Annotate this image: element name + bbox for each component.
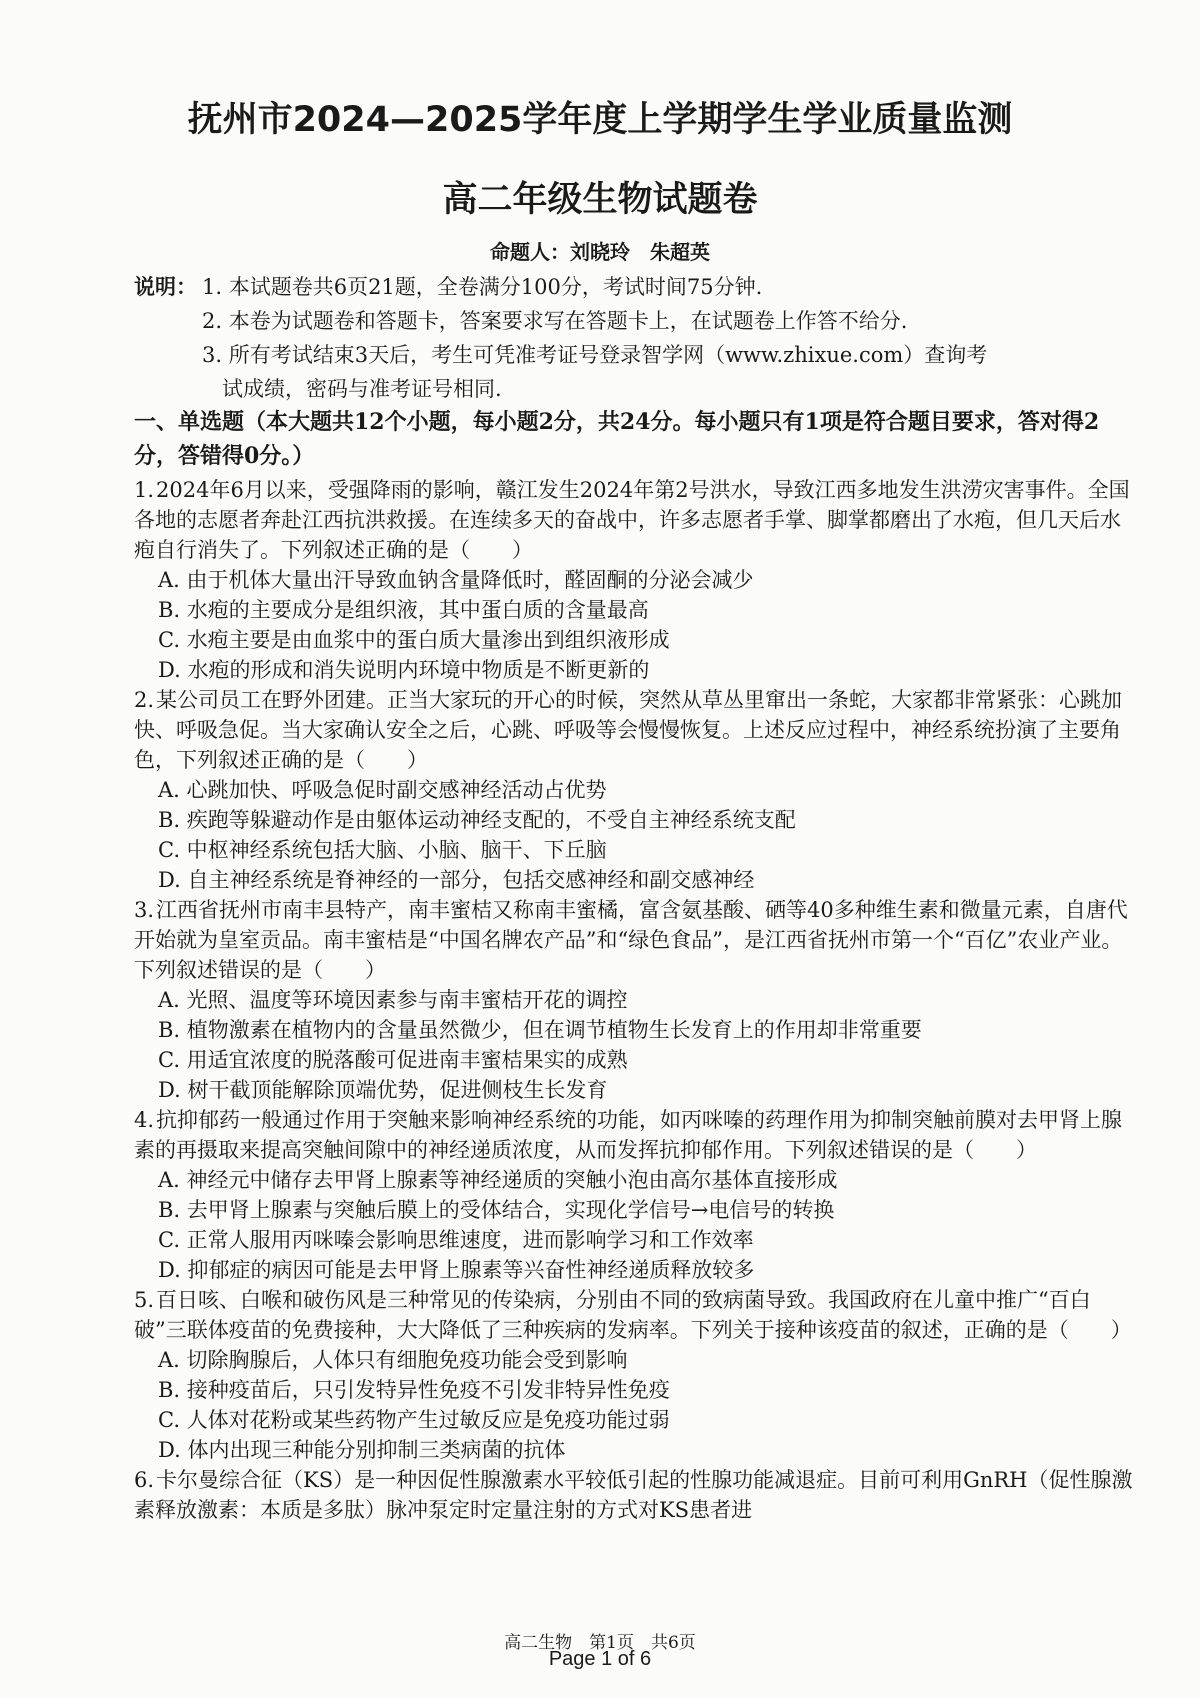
answer-option: C. 中枢神经系统包括大脑、小脑、脑干、下丘脑 [158, 838, 607, 862]
instruction-item [134, 338, 1134, 372]
instructions-block [134, 270, 1134, 406]
page-indicator: Page 1 of 6 [548, 1648, 652, 1670]
answer-option: A. 由于机体大量出汗导致血钠含量降低时，醛固酮的分泌会减少 [158, 568, 754, 592]
question-number: 1. [134, 478, 155, 502]
answer-option: B. 接种疫苗后，只引发特异性免疫不引发非特异性免疫 [158, 1378, 670, 1402]
question-number: 2. [134, 688, 155, 712]
question-list [134, 475, 1134, 1525]
authors-line: 命题人：刘晓玲 朱超英 [490, 240, 710, 264]
instructions-label: 说明： [134, 274, 197, 299]
answer-option: C. 水疱主要是由血浆中的蛋白质大量渗出到组织液形成 [158, 628, 670, 652]
question [134, 685, 1134, 895]
answer-option: A. 光照、温度等环境因素参与南丰蜜桔开花的调控 [158, 988, 628, 1012]
answer-option: D. 树干截顶能解除顶端优势，促进侧枝生长发育 [158, 1078, 608, 1102]
answer-option: C. 用适宜浓度的脱落酸可促进南丰蜜桔果实的成熟 [158, 1048, 628, 1072]
answer-option: B. 疾跑等躲避动作是由躯体运动神经支配的，不受自主神经系统支配 [158, 808, 796, 832]
answer-option: B. 去甲肾上腺素与突触后膜上的受体结合，实现化学信号→电信号的转换 [158, 1198, 835, 1222]
instruction-text: 3. 所有考试结束3天后，考生可凭准考证号登录智学网（www.zhixue.com）查询考 [202, 343, 988, 367]
answer-option: C. 正常人服用丙咪嗪会影响思维速度，进而影响学习和工作效率 [158, 1228, 754, 1252]
instruction-continuation: 试成绩，密码与准考证号相同. [222, 377, 502, 401]
answer-option: B. 水疱的主要成分是组织液，其中蛋白质的含量最高 [158, 598, 649, 622]
answer-option: D. 自主神经系统是脊神经的一部分，包括交感神经和副交感神经 [158, 868, 755, 892]
question [134, 895, 1134, 1105]
answer-option: C. 人体对花粉或某些药物产生过敏反应是免疫功能过弱 [158, 1408, 670, 1432]
exam-title: 抚州市2024—2025学年度上学期学生学业质量监测 [187, 100, 1013, 140]
question-stem: 卡尔曼综合征（KS）是一种因促性腺激素水平较低引起的性腺功能减退症。目前可利用GnRH（促性腺激素释放激素：本质是多肽）脉冲泵定时定量注射的方式对KS患者进 [134, 1468, 1133, 1522]
question [134, 475, 1134, 685]
answer-option: D. 抑郁症的病因可能是去甲肾上腺素等兴奋性神经递质释放较多 [158, 1258, 755, 1282]
answer-option: D. 体内出现三种能分别抑制三类病菌的抗体 [158, 1438, 566, 1462]
question [134, 1465, 1134, 1525]
exam-subtitle: 高二年级生物试题卷 [442, 180, 758, 220]
question [134, 1285, 1134, 1465]
question-number: 4. [134, 1108, 155, 1132]
instruction-text: 1. 本试题卷共6页21题，全卷满分100分，考试时间75分钟. [202, 275, 763, 299]
answer-option: B. 植物激素在植物内的含量虽然微少，但在调节植物生长发育上的作用却非常重要 [158, 1018, 922, 1042]
question-number: 3. [134, 898, 155, 922]
answer-option: D. 水疱的形成和消失说明内环境中物质是不断更新的 [158, 658, 650, 682]
answer-option: A. 切除胸腺后，人体只有细胞免疫功能会受到影响 [158, 1348, 628, 1372]
question-stem: 江西省抚州市南丰县特产，南丰蜜桔又称南丰蜜橘，富含氨基酸、硒等40多种维生素和微量元素，自唐代开始就为皇室贡品。南丰蜜桔是“中国名牌农产品”和“绿色食品”，是江西省抚州市第一个“百亿”农业产业。下列叙述错误的是（ ） [134, 898, 1128, 982]
question-number: 6. [134, 1468, 155, 1492]
question-stem: 百日咳、白喉和破伤风是三种常见的传染病，分别由不同的致病菌导致。我国政府在儿童中推广“百白破”三联体疫苗的免费接种，大大降低了三种疾病的发病率。下列关于接种该疫苗的叙述，正确的是（ ） [134, 1288, 1132, 1342]
instruction-item [134, 270, 1134, 304]
question-stem: 抗抑郁药一般通过作用于突触来影响神经系统的功能，如丙咪嗪的药理作用为抑制突触前膜对去甲肾上腺素的再摄取来提高突触间隙中的神经递质浓度，从而发挥抗抑郁作用。下列叙述错误的是（ ） [134, 1108, 1122, 1162]
question [134, 1105, 1134, 1285]
answer-option: A. 心跳加快、呼吸急促时副交感神经活动占优势 [158, 778, 607, 802]
question-stem: 某公司员工在野外团建。正当大家玩的开心的时候，突然从草丛里窜出一条蛇，大家都非常紧张：心跳加快、呼吸急促。当大家确认安全之后，心跳、呼吸等会慢慢恢复。上述反应过程中，神经系统扮演了主要角色，下列叙述正确的是（ ） [134, 688, 1122, 772]
question-number: 5. [134, 1288, 155, 1312]
instruction-text: 2. 本卷为试题卷和答题卡，答案要求写在答题卡上，在试题卷上作答不给分. [202, 309, 908, 333]
page-footer: 高二生物 第1页 共6页 [504, 1633, 696, 1653]
answer-option: A. 神经元中储存去甲肾上腺素等神经递质的突触小泡由高尔基体直接形成 [158, 1168, 838, 1192]
question-stem: 2024年6月以来，受强降雨的影响，赣江发生2024年第2号洪水，导致江西多地发生洪涝灾害事件。全国各地的志愿者奔赴江西抗洪救援。在连续多天的奋战中，许多志愿者手掌、脚掌都磨出了水疱，但几天后水疱自行消失了。下列叙述正确的是（ ） [134, 478, 1130, 562]
section-heading: 一、单选题（本大题共12个小题，每小题2分，共24分。每小题只有1项是符合题目要求，答对得2分，答错得0分。） [134, 409, 1100, 469]
instruction-item [134, 304, 1134, 338]
